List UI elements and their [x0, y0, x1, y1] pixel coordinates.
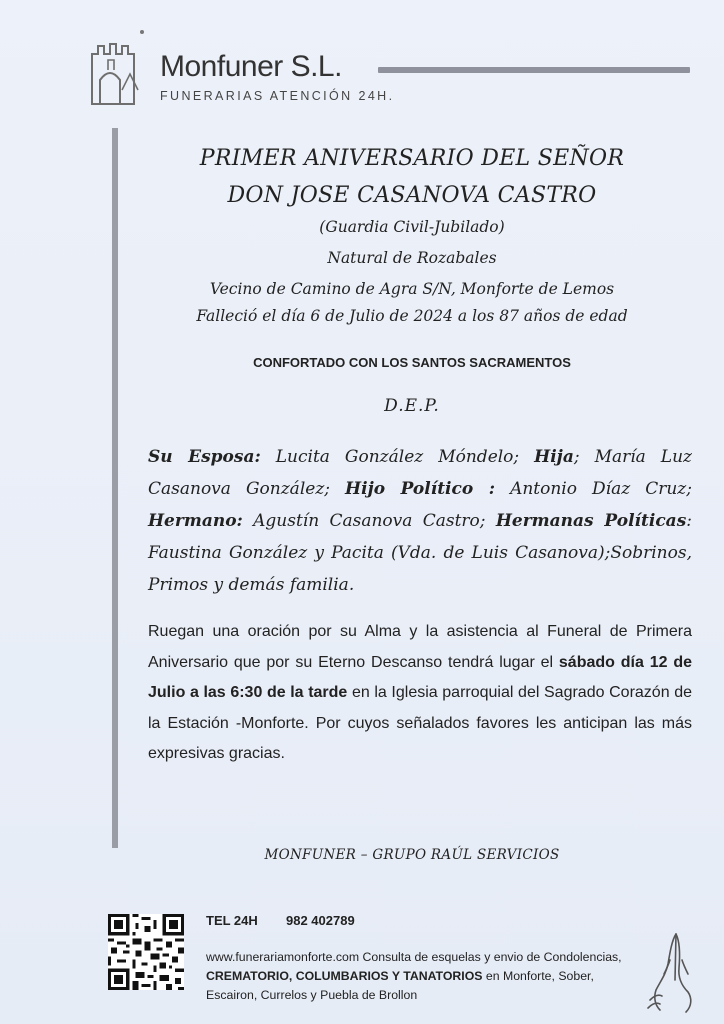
hermano-name: Agustín Casanova Castro; — [242, 511, 496, 531]
death-details: Falleció el día 6 de Julio de 2024 a los 87 años de edad — [196, 307, 628, 325]
hija-name: ; María Luz Casanova González; — [148, 447, 692, 499]
contact-text-1: Consulta de esquelas y envio de Condolencias, — [359, 950, 622, 964]
service-text-2: en la Iglesia parroquial del Sagrado Corazón de la Estación -Monforte. Por cuyos señalados favores les anticipan las más expresivas gracias. — [148, 684, 693, 762]
origin: Natural de Rozabales — [327, 249, 497, 267]
hermanas-names: : Faustina González y Pacita (Vda. de Luis Casanova);Sobrinos, Primos y demás familia. — [148, 511, 692, 595]
header-divider — [378, 67, 690, 73]
footer-credit: MONFUNER – GRUPO RAÚL SERVICIOS — [264, 847, 560, 863]
hijo-politico-name: Antonio Díaz Cruz; — [495, 479, 692, 499]
services-bold: CREMATORIO, COLUMBARIOS Y TANATORIOS — [206, 969, 483, 983]
title-line-2: DON JOSE CASANOVA CASTRO — [227, 183, 597, 208]
service-text-1: Ruegan una oración por su Alma y la asistencia al Funeral de Primera Aniversario que por su Eterno Descanso tendrá lugar el — [148, 623, 692, 671]
sacraments-line: CONFORTADO CON LOS SANTOS SACRAMENTOS — [253, 355, 571, 370]
family-paragraph — [148, 441, 692, 601]
qr-code-icon — [108, 914, 184, 990]
website-link[interactable]: www.funerariamonforte.com — [206, 950, 360, 964]
hermano-label: Hermano: — [148, 511, 243, 531]
tel-label: TEL 24H — [206, 913, 258, 928]
title-line-1: PRIMER ANIVERSARIO DEL SEÑOR — [199, 146, 625, 171]
residence: Vecino de Camino de Agra S/N, Monforte de Lemos — [209, 280, 615, 298]
hijo-politico-label: Hijo Político : — [345, 479, 496, 499]
dep: D.E.P. — [384, 396, 440, 416]
esposa-label: Su Esposa: — [148, 447, 261, 467]
esposa-name: Lucita González Móndelo; — [260, 447, 535, 467]
side-divider — [112, 128, 118, 848]
tel-number: 982 402789 — [286, 913, 355, 928]
service-date: sábado día 12 de Julio a las 6:30 de la tarde — [148, 653, 692, 701]
occupation: (Guardia Civil-Jubilado) — [319, 218, 505, 236]
contact-text-2: en Monforte, Sober, Escairon, Currelos y Puebla de Brollon — [206, 969, 594, 1002]
hija-label: Hija — [534, 447, 574, 467]
castle-tower-icon — [86, 40, 146, 106]
print-speck — [140, 30, 144, 34]
brand-tagline: FUNERARIAS ATENCIÓN 24H. — [160, 89, 395, 103]
hermanas-label: Hermanas Políticas — [495, 511, 687, 531]
praying-hands-icon — [646, 930, 702, 1014]
service-paragraph — [148, 617, 692, 770]
brand-name: Monfuner S.L. — [160, 50, 342, 83]
contact-paragraph — [206, 948, 646, 1005]
